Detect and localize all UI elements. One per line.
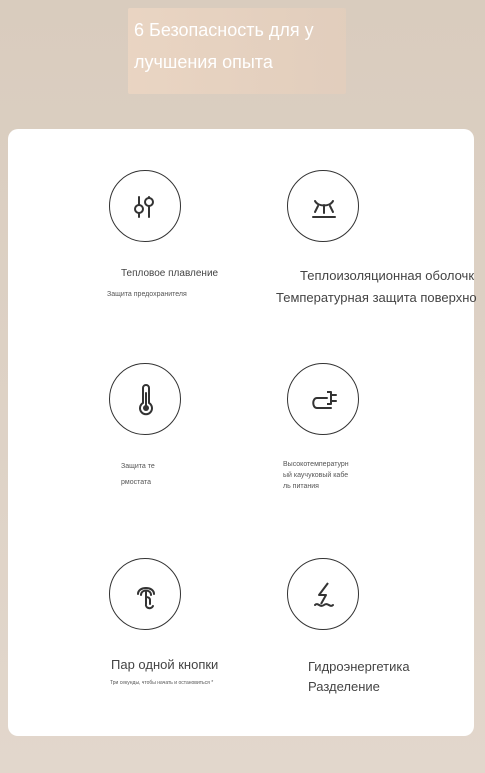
feature-title-line1: Защита те: [121, 463, 155, 470]
lightning-water-icon-circle: [287, 558, 359, 630]
feature-subtitle: Три секунды, чтобы начать и остановиться *: [110, 680, 214, 686]
thermometer-icon: [128, 382, 164, 418]
feature-title-line2: ый каучуковый кабе: [283, 471, 349, 479]
feature-title: [121, 459, 155, 491]
touch-button-icon: [128, 577, 164, 613]
feature-title: Пар одной кнопки: [111, 657, 219, 672]
feature-title: Теплоизоляционная оболочк: [300, 268, 475, 283]
heat-lamp-icon: [306, 189, 342, 225]
feature-subtitle: Защита предохранителя: [107, 291, 187, 298]
feature-title-line2: рмостата: [121, 479, 151, 487]
features-card: [8, 129, 474, 736]
heat-lamp-icon-circle: [287, 170, 359, 242]
feature-title-line2: Разделение: [308, 679, 380, 695]
power-plug-icon-circle: [287, 363, 359, 435]
lightning-water-icon: [306, 577, 342, 613]
thermometer-icon-circle: [109, 363, 181, 435]
feature-title: [283, 460, 349, 493]
feature-title-line1: Высокотемпературн: [283, 461, 349, 468]
touch-button-icon-circle: [109, 558, 181, 630]
banner-title-line2: лучшения опыта: [134, 52, 273, 73]
feature-title-line1: Гидроэнергетика: [308, 659, 410, 674]
feature-title-line3: ль питания: [283, 482, 319, 490]
banner-title: [134, 14, 394, 78]
feature-title: Тепловое плавление: [121, 268, 219, 279]
sliders-icon: [128, 189, 164, 225]
feature-subtitle: Температурная защита поверхно: [276, 290, 477, 305]
power-plug-icon: [306, 382, 342, 418]
feature-title: [308, 657, 410, 697]
banner-title-line1: 6 Безопасность для у: [134, 20, 314, 40]
sliders-icon-circle: [109, 170, 181, 242]
